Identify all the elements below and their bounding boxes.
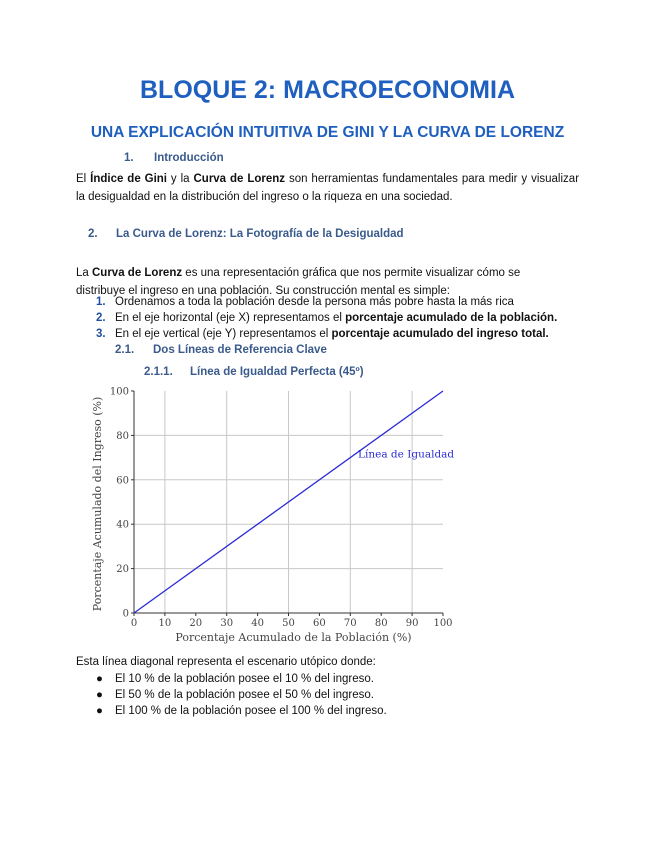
list-bold-text: porcentaje acumulado del ingreso total. — [331, 328, 549, 340]
text-run: es una representación gráfica que nos permite visualizar cómo se distribuye el ingreso en una población. Su construcción mental es simple: — [76, 267, 521, 297]
y-axis-label: Porcentaje Acumulado del Ingreso (%) — [91, 396, 104, 612]
bold-term-gini: Índice de Gini — [90, 173, 168, 185]
after-chart-text: Esta línea diagonal representa el escenario utópico donde: — [76, 656, 376, 668]
bold-term-lorenz: Curva de Lorenz — [92, 267, 183, 279]
y-tick-label: 20 — [116, 564, 129, 576]
list-text: El 50 % de la población posee el 50 % del ingreso. — [115, 689, 374, 701]
section-label: Dos Líneas de Referencia Clave — [153, 344, 327, 356]
x-tick-label: 20 — [189, 618, 203, 629]
x-tick-label: 50 — [282, 618, 295, 629]
y-tick-label: 100 — [109, 386, 129, 398]
list-text: El 100 % de la población posee el 100 % del ingreso. — [115, 705, 387, 717]
list-item — [96, 705, 387, 717]
bullet-icon: ● — [96, 673, 103, 685]
y-tick-label: 40 — [116, 519, 129, 531]
x-tick-label: 40 — [251, 618, 264, 629]
y-tick-label: 0 — [122, 608, 129, 620]
list-text: El 10 % de la población posee el 10 % del ingreso. — [115, 673, 374, 685]
list-text: Ordenamos a toda la población desde la persona más pobre hasta la más rica — [115, 296, 514, 308]
section-label: Línea de Igualdad Perfecta (45º) — [190, 366, 364, 378]
section-number: 1. — [124, 152, 134, 164]
section-number: 2. — [88, 228, 98, 240]
bold-term-lorenz: Curva de Lorenz — [193, 173, 286, 185]
section-number: 2.1. — [115, 344, 135, 356]
list-number: 2. — [96, 312, 106, 324]
list-bold-text: porcentaje acumulado de la población. — [345, 312, 558, 324]
list-number: 1. — [96, 296, 106, 308]
x-tick-label: 60 — [313, 618, 326, 629]
x-axis-label: Porcentaje Acumulado de la Población (%) — [175, 631, 412, 644]
section-label: Introducción — [154, 152, 224, 164]
x-tick-label: 70 — [343, 618, 357, 629]
list-number: 3. — [96, 328, 106, 340]
x-tick-label: 80 — [374, 618, 388, 629]
series-label: Línea de Igualdad — [358, 448, 455, 461]
x-tick-label: 100 — [433, 618, 453, 629]
section-number: 2.1.1. — [144, 366, 173, 378]
list-item — [96, 689, 374, 701]
list-text: En el eje vertical (eje Y) representamos el — [115, 328, 332, 340]
x-tick-label: 30 — [220, 618, 234, 629]
list-text: En el eje horizontal (eje X) representamos el — [115, 312, 346, 324]
y-tick-label: 60 — [116, 475, 129, 487]
x-tick-label: 10 — [158, 618, 172, 629]
bullet-icon: ● — [96, 705, 103, 717]
page-title: BLOQUE 2: MACROECONOMIA — [140, 76, 515, 104]
text-run: son herramientas fundamentales para medir y visualizar la desigualdad en la distribución del ingreso o la riqueza en una sociedad. — [76, 173, 580, 203]
page-subtitle: UNA EXPLICACIÓN INTUITIVA DE GINI Y LA CURVA DE LORENZ — [90, 124, 565, 141]
text-run: y la — [167, 173, 194, 185]
text-run: El — [76, 173, 91, 185]
x-tick-label: 0 — [130, 618, 138, 629]
bullet-icon: ● — [96, 689, 103, 701]
y-tick-label: 80 — [116, 430, 129, 442]
text-run: La — [76, 267, 92, 279]
x-tick-label: 90 — [405, 618, 419, 629]
section-label: La Curva de Lorenz: La Fotografía de la Desigualdad — [116, 228, 404, 240]
list-item — [96, 673, 374, 685]
